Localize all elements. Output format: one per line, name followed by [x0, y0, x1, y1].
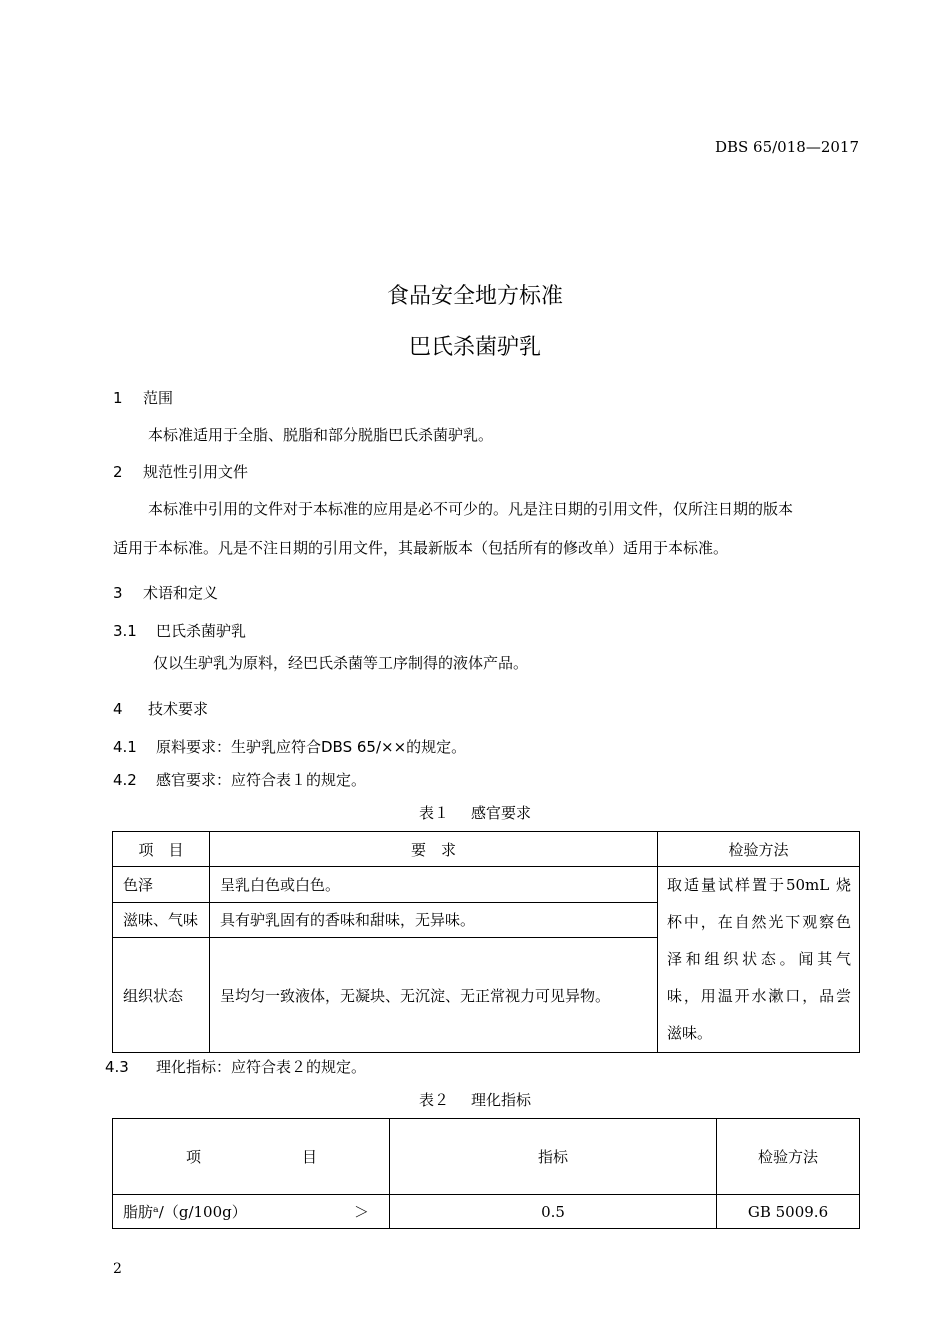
row-requirement: 呈均匀一致液体，无凝块、无沉淀、无正常视力可见异物。: [210, 938, 658, 1053]
document-title: 食品安全地方标准: [386, 284, 563, 309]
method-line: 泽和组织状态。闻其气: [667, 950, 851, 968]
header-item: [113, 1119, 390, 1195]
section-4-2: [113, 769, 366, 790]
section-title: 技术要求: [148, 700, 209, 718]
row-method: GB 5009.6: [717, 1195, 860, 1229]
row-indicator: 0.5: [390, 1195, 717, 1229]
section-text: 感官要求：应符合表１的规定。: [156, 771, 367, 789]
section-2-text-line-1: 本标准中引用的文件对于本标准的应用是必不可少的。凡是注日期的引用文件，仅所注日期的版本: [148, 500, 794, 518]
table-row: [113, 1195, 860, 1229]
section-number: 1: [113, 389, 123, 407]
section-4-3: [105, 1056, 366, 1077]
table-1-caption: [0, 802, 950, 823]
table-caption-number: 表１: [418, 804, 449, 822]
table-caption-title: 感官要求: [471, 804, 532, 822]
section-number: 4.3: [105, 1058, 129, 1076]
section-2-heading: [113, 461, 248, 482]
row-item: 组织状态: [113, 938, 210, 1053]
row-comparator: ＞: [353, 1203, 369, 1221]
section-3-1-text: 仅以生驴乳为原料，经巴氏杀菌等工序制得的液体产品。: [153, 654, 529, 672]
header-item-left: 项: [186, 1148, 202, 1166]
row-item: [113, 1195, 390, 1229]
method-line: 杯中，在自然光下观察色: [667, 913, 851, 931]
section-4-heading: [113, 698, 208, 719]
table-row: [113, 867, 860, 903]
section-1-text: 本标准适用于全脂、脱脂和部分脱脂巴氏杀菌驴乳。: [148, 426, 494, 444]
sensory-requirements-table: [112, 831, 860, 1053]
table-caption-number: 表２: [418, 1091, 449, 1109]
section-number: 3.1: [113, 622, 137, 640]
section-number: 2: [113, 463, 123, 481]
header-item: 项 目: [113, 832, 210, 867]
section-number: 3: [113, 584, 123, 602]
section-4-1: [113, 736, 466, 757]
section-title: 范围: [143, 389, 174, 407]
method-cell: [658, 867, 860, 1053]
page-number: 2: [113, 1261, 122, 1277]
section-title: 巴氏杀菌驴乳: [156, 622, 247, 640]
standard-code: DBS 65/018—2017: [714, 138, 859, 156]
section-number: 4: [113, 700, 123, 718]
table-2-caption: [0, 1089, 950, 1110]
header-method: 检验方法: [717, 1119, 860, 1195]
row-requirement: 呈乳白色或白色。: [210, 867, 658, 903]
section-title: 术语和定义: [143, 584, 219, 602]
row-requirement: 具有驴乳固有的香味和甜味，无异味。: [210, 902, 658, 938]
method-line: 味，用温开水漱口，品尝: [667, 987, 851, 1005]
section-3-heading: [113, 582, 218, 603]
section-number: 4.1: [113, 738, 137, 756]
row-item-label: 脂肪ᵃ/（g/100g）: [123, 1203, 247, 1221]
row-item: 色泽: [113, 867, 210, 903]
header-indicator: 指标: [390, 1119, 717, 1195]
method-line: 取适量试样置于50mL 烧: [667, 876, 851, 894]
method-line: 滋味。: [667, 1024, 713, 1042]
table-header-row: [113, 1119, 860, 1195]
physicochemical-indicators-table: [112, 1118, 860, 1229]
section-text: 理化指标：应符合表２的规定。: [156, 1058, 367, 1076]
row-item: 滋味、气味: [113, 902, 210, 938]
header-item-right: 目: [301, 1148, 317, 1166]
section-number: 4.2: [113, 771, 137, 789]
section-text: 原料要求：生驴乳应符合DBS 65/××的规定。: [156, 738, 467, 756]
table-caption-title: 理化指标: [471, 1091, 532, 1109]
document-subtitle: 巴氏杀菌驴乳: [408, 335, 541, 360]
section-1-heading: [113, 387, 173, 408]
header-method: 检验方法: [658, 832, 860, 867]
table-header-row: [113, 832, 860, 867]
section-title: 规范性引用文件: [143, 463, 249, 481]
section-2-text-line-2: 适用于本标准。凡是不注日期的引用文件，其最新版本（包括所有的修改单）适用于本标准。: [113, 539, 729, 557]
section-3-1-heading: [113, 620, 246, 641]
header-requirement: 要 求: [210, 832, 658, 867]
